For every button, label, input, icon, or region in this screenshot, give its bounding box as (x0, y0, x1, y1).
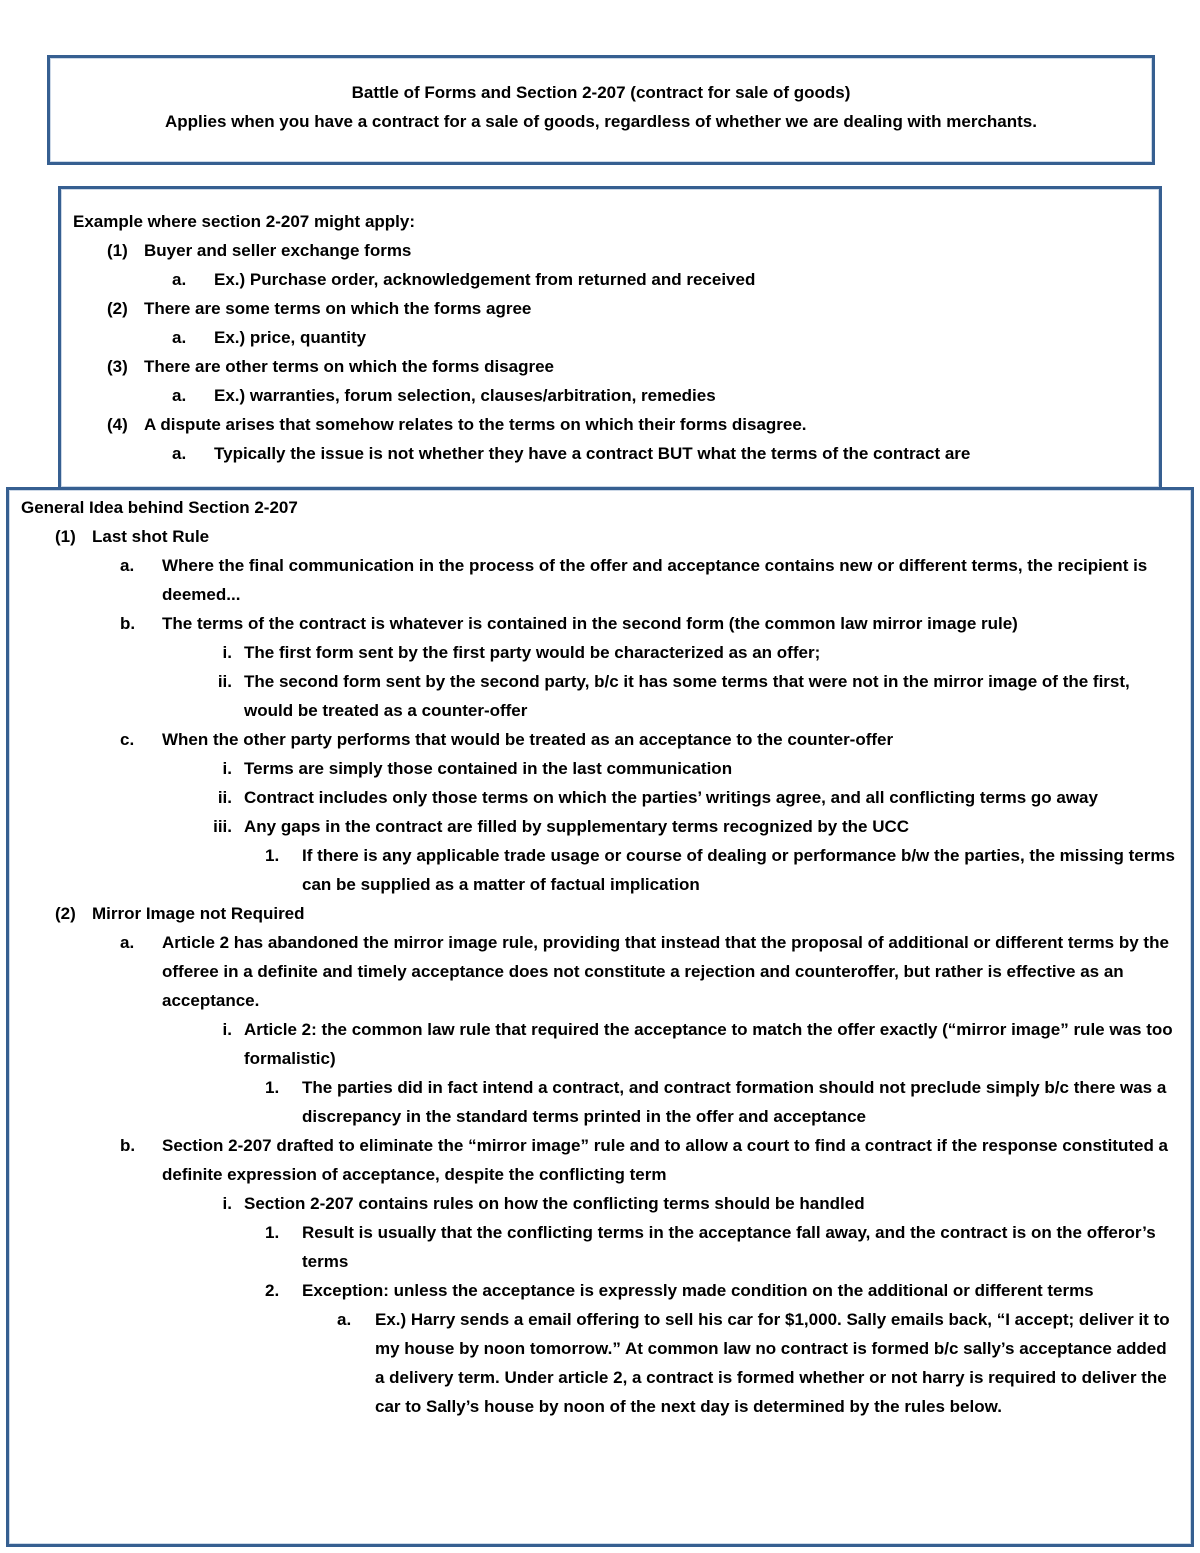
list-text: Typically the issue is not whether they have a contract BUT what the terms of the contract are (214, 444, 971, 463)
list-item (21, 638, 1179, 667)
list-item (21, 551, 1179, 609)
list-item (73, 352, 1147, 381)
list-text: Ex.) Purchase order, acknowledgement from returned and received (214, 270, 756, 289)
list-marker: i. (222, 759, 232, 778)
list-item (73, 294, 1147, 323)
list-marker: c. (120, 730, 135, 749)
list-text: Terms are simply those contained in the last communication (244, 759, 733, 778)
list-text: Any gaps in the contract are filled by supplementary terms recognized by the UCC (244, 817, 910, 836)
list-text: Ex.) Harry sends a email offering to sell his car for $1,000. Sally emails back, “I accept; deliver it to my house by noon tomorrow.” At common law no contract is formed b/c sally’s acceptance added a delivery term. Under article 2, a contract is formed whether or not harry is required to deliver the car to Sally’s house by noon of the next day is determined by the rules below. (375, 1310, 1170, 1416)
list-marker: (1) (55, 527, 76, 546)
list-text: Section 2-207 contains rules on how the conflicting terms should be handled (244, 1194, 865, 1213)
list-text: A dispute arises that somehow relates to the terms on which their forms disagree. (144, 415, 807, 434)
list-item (21, 754, 1179, 783)
list-text: If there is any applicable trade usage or course of dealing or performance b/w the parties, the missing terms can be supplied as a matter of factual implication (302, 846, 1175, 894)
list-item (21, 1073, 1179, 1131)
list-marker: 1. (265, 1078, 280, 1097)
list-item (21, 1276, 1179, 1305)
list-item (21, 667, 1179, 725)
list-marker: a. (120, 556, 135, 575)
list-item (73, 236, 1147, 265)
list-marker: a. (172, 386, 187, 405)
general-idea-list (21, 522, 1179, 1421)
list-marker: ii. (217, 788, 232, 807)
list-marker: 2. (265, 1281, 280, 1300)
list-marker: a. (172, 270, 187, 289)
list-item (21, 725, 1179, 754)
general-idea-heading-text: General Idea behind Section 2-207 (21, 498, 298, 517)
list-item (21, 609, 1179, 638)
list-text: There are other terms on which the forms disagree (144, 357, 555, 376)
list-item (73, 439, 1147, 468)
list-item (73, 410, 1147, 439)
list-text: Result is usually that the conflicting terms in the acceptance fall away, and the contract is on the offeror’s terms (302, 1223, 1156, 1271)
list-marker: a. (172, 444, 187, 463)
list-marker: i. (222, 1020, 232, 1039)
list-item (21, 812, 1179, 841)
list-item (21, 783, 1179, 812)
list-marker: 1. (265, 1223, 280, 1242)
example-heading (73, 207, 1147, 236)
list-marker: a. (120, 933, 135, 952)
list-marker: (2) (107, 299, 128, 318)
list-marker: i. (222, 1194, 232, 1213)
list-marker: (4) (107, 415, 128, 434)
list-text: Ex.) price, quantity (214, 328, 367, 347)
list-item (21, 928, 1179, 1015)
list-item (73, 381, 1147, 410)
list-marker: a. (337, 1310, 352, 1329)
example-box (58, 186, 1162, 490)
general-idea-heading (21, 493, 1179, 522)
list-text: Contract includes only those terms on which the parties’ writings agree, and all conflicting terms go away (244, 788, 1098, 807)
list-text: Mirror Image not Required (92, 904, 305, 923)
list-item (21, 522, 1179, 551)
list-text: There are some terms on which the forms agree (144, 299, 532, 318)
list-item (73, 265, 1147, 294)
list-item (21, 1218, 1179, 1276)
list-text: Where the final communication in the process of the offer and acceptance contains new or different terms, the recipient is deemed... (162, 556, 1148, 604)
list-item (21, 1189, 1179, 1218)
list-text: Ex.) warranties, forum selection, clauses/arbitration, remedies (214, 386, 716, 405)
list-marker: (1) (107, 241, 128, 260)
list-text: The parties did in fact intend a contract, and contract formation should not preclude simply b/c there was a discrepancy in the standard terms printed in the offer and acceptance (302, 1078, 1167, 1126)
list-marker: ii. (217, 672, 232, 691)
list-item (21, 1131, 1179, 1189)
title-line-1: Battle of Forms and Section 2-207 (contract for sale of goods) (351, 83, 851, 102)
list-marker: 1. (265, 846, 280, 865)
list-marker: (2) (55, 904, 76, 923)
list-text: When the other party performs that would be treated as an acceptance to the counter-offer (162, 730, 894, 749)
list-text: Article 2: the common law rule that required the acceptance to match the offer exactly (“mirror image” rule was too formalistic) (244, 1020, 1173, 1068)
title-line-2: Applies when you have a contract for a sale of goods, regardless of whether we are dealing with merchants. (165, 112, 1037, 131)
list-text: Buyer and seller exchange forms (144, 241, 412, 260)
list-marker: b. (120, 614, 136, 633)
list-item (73, 323, 1147, 352)
example-heading-text: Example where section 2-207 might apply: (73, 212, 416, 231)
list-text: Article 2 has abandoned the mirror image rule, providing that instead that the proposal of additional or different terms by the offeree in a definite and timely acceptance does not constitute a rejection and counteroffer, but rather is effective as an acceptance. (162, 933, 1169, 1010)
list-item (21, 841, 1179, 899)
list-marker: (3) (107, 357, 128, 376)
general-idea-box (6, 487, 1194, 1547)
example-list (73, 236, 1147, 468)
list-marker: iii. (213, 817, 232, 836)
list-item (21, 899, 1179, 928)
list-text: Exception: unless the acceptance is expressly made condition on the additional or different terms (302, 1281, 1094, 1300)
list-item (21, 1015, 1179, 1073)
list-text: The terms of the contract is whatever is contained in the second form (the common law mirror image rule) (162, 614, 1018, 633)
list-marker: i. (222, 643, 232, 662)
list-marker: b. (120, 1136, 136, 1155)
list-item (21, 1305, 1179, 1421)
list-text: Last shot Rule (92, 527, 210, 546)
list-marker: a. (172, 328, 187, 347)
list-text: Section 2-207 drafted to eliminate the “mirror image” rule and to allow a court to find a contract if the response constituted a definite expression of acceptance, despite the conflicting term (162, 1136, 1169, 1184)
title-box (47, 55, 1155, 165)
list-text: The second form sent by the second party, b/c it has some terms that were not in the mirror image of the first, would be treated as a counter-offer (244, 672, 1130, 720)
list-text: The first form sent by the first party would be characterized as an offer; (244, 643, 821, 662)
